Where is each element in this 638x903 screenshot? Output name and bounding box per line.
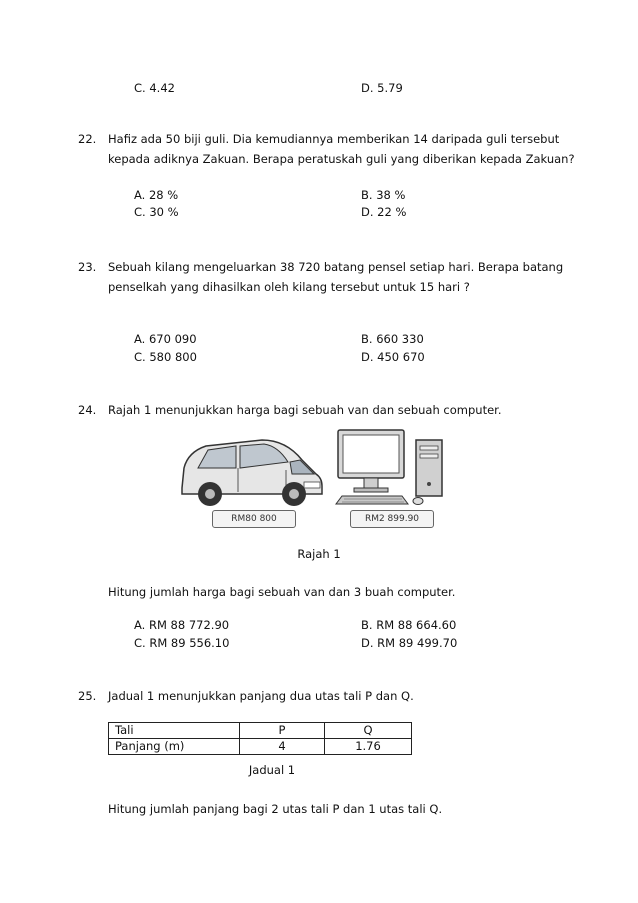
q22-option-c: C. 30 % [134,205,179,219]
computer-icon [332,426,450,508]
q22-text-line1: Hafiz ada 50 biji guli. Dia kemudiannya memberikan 14 daripada guli tersebut [108,132,560,146]
table-cell: Panjang (m) [109,739,240,755]
q23-text-line2: penselkah yang dihasilkan oleh kilang tersebut untuk 15 hari ? [108,280,470,294]
q21-option-d: D. 5.79 [361,81,403,95]
q24-number: 24. [78,403,97,417]
rope-length-table [108,722,412,755]
van-illustration [176,434,326,514]
table-header-cell: Q [325,723,412,739]
table-cell: 4 [240,739,325,755]
table-caption: Jadual 1 [248,763,296,777]
table-row [109,739,412,755]
q22-text-line2: kepada adiknya Zakuan. Berapa peratuskah guli yang diberikan kepada Zakuan? [108,152,575,166]
q24-option-b: B. RM 88 664.60 [361,618,457,632]
q24-instruction: Hitung jumlah harga bagi sebuah van dan 3 buah computer. [108,585,456,599]
q23-number: 23. [78,260,97,274]
q23-option-c: C. 580 800 [134,350,197,364]
q23-option-d: D. 450 670 [361,350,425,364]
q23-option-a: A. 670 090 [134,332,197,346]
q25-instruction: Hitung jumlah panjang bagi 2 utas tali P dan 1 utas tali Q. [108,802,443,816]
figure-caption: Rajah 1 [297,547,341,561]
q24-option-c: C. RM 89 556.10 [134,636,230,650]
q22-option-b: B. 38 % [361,188,406,202]
q25-text-line1: Jadual 1 menunjukkan panjang dua utas tali P dan Q. [108,689,414,703]
q24-option-d: D. RM 89 499.70 [361,636,458,650]
table-cell: 1.76 [325,739,412,755]
table-header-cell: Tali [109,723,240,739]
q23-text-line1: Sebuah kilang mengeluarkan 38 720 batang pensel setiap hari. Berapa batang [108,260,564,274]
q21-option-c: C. 4.42 [134,81,175,95]
table-header-cell: P [240,723,325,739]
computer-price-tag: RM2 899.90 [350,510,434,528]
q24-text-line1: Rajah 1 menunjukkan harga bagi sebuah van dan sebuah computer. [108,403,502,417]
computer-illustration [332,426,450,508]
q22-option-d: D. 22 % [361,205,407,219]
van-icon [176,434,326,514]
q24-option-a: A. RM 88 772.90 [134,618,230,632]
q22-option-a: A. 28 % [134,188,179,202]
q25-number: 25. [78,689,97,703]
q22-number: 22. [78,132,97,146]
table-header-row [109,723,412,739]
van-price-tag: RM80 800 [212,510,296,528]
q23-option-b: B. 660 330 [361,332,424,346]
